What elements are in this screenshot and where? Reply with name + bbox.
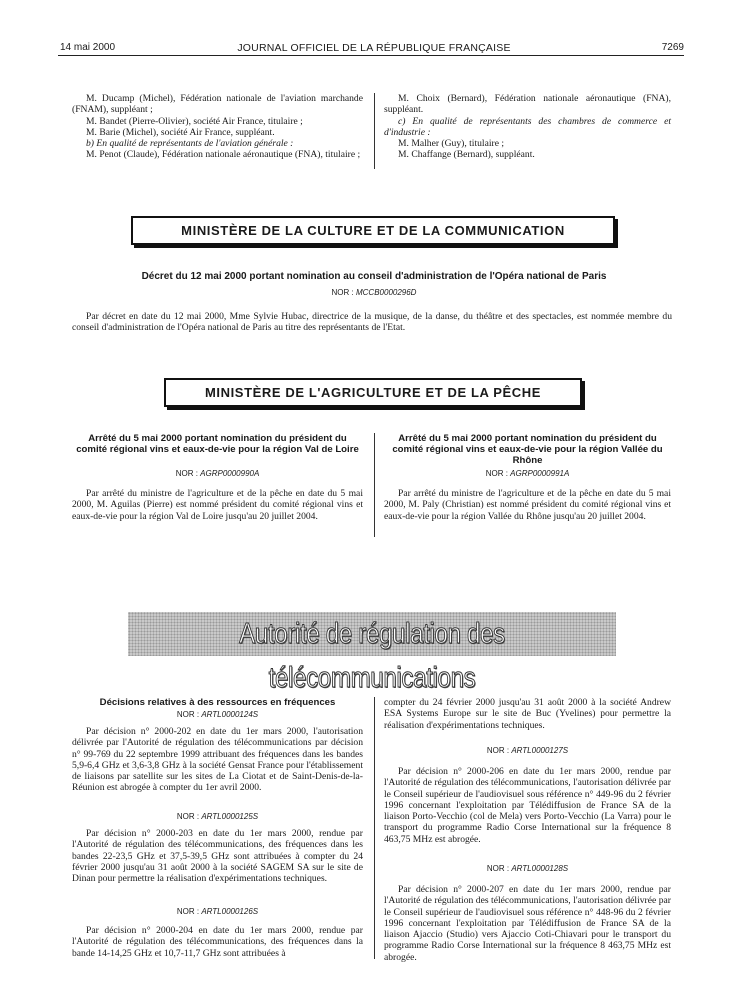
- arrete-right-title: Arrêté du 5 mai 2000 portant nomination du président du comité régional vins et eaux-de-vie pour la région Vallée du Rhône: [392, 433, 663, 466]
- ministry-agri-title: MINISTÈRE DE L'AGRICULTURE ET DE LA PÊCHE: [164, 378, 582, 407]
- page-number: 7269: [661, 42, 684, 53]
- paragraph: Par décision n° 2000-203 en date du 1er mars 2000, rendue par l'Autorité de régulation des télécommunications, des fréquences dans les bandes 22-23,5 GHz et 37,5-39,5 GHz sont attribuées à compter du 24 février 2000 jusqu'au 31 août 2000 à la société SAGEM SA sur le site de Dinan pour permettre la réalisation d'expérimentations techniques.: [72, 828, 363, 885]
- section-title: Décisions relatives à des ressources en fréquences: [99, 697, 336, 708]
- paragraph: Par décision n° 2000-206 en date du 1er mars 2000, rendue par l'Autorité de régulation des télécommunications, l'autorisation délivrée par le Conseil supérieur de l'audiovisuel sous référence n° 449-96 du 2 février 1996 concernant l'exploitation par Télédiffusion de France SA de la liaison Porto-Vecchio (col de Mela) vers Porto-Vecchio (La Varra) pour le transport du programme Radio Corse International sur la fréquence 8 463,75 MHz est abrogée.: [384, 766, 671, 845]
- decision-text: [384, 884, 671, 963]
- arrete-left-text: [72, 488, 363, 522]
- nor-label: NOR :: [176, 710, 200, 719]
- paragraph: M. Chaffange (Bernard), suppléant.: [398, 149, 535, 161]
- paragraph: M. Choix (Bernard), Fédération nationale aéronautique (FNA), suppléant.: [384, 93, 671, 116]
- journal-title: JOURNAL OFFICIEL DE LA RÉPUBLIQUE FRANÇAISE: [237, 42, 511, 54]
- nor-code: ARTL0000127S: [511, 746, 569, 755]
- decision-text: [384, 766, 671, 845]
- paragraph: Par décret en date du 12 mai 2000, Mme Sylvie Hubac, directrice de la musique, de la danse, du théâtre et des spectacles, est nommée membre du conseil d'administration de l'Opéra national de Paris au titre des représentants de l'Etat.: [72, 311, 672, 334]
- nor-reference: [72, 907, 363, 916]
- nor-code: MCCB0000296D: [355, 288, 417, 297]
- paragraph: M. Malher (Guy), titulaire ;: [398, 138, 505, 150]
- nor-code: AGRP0000991A: [510, 469, 570, 478]
- nor-label: NOR :: [486, 864, 510, 873]
- column-divider: [374, 433, 375, 537]
- paragraph: M. Ducamp (Michel), Fédération nationale de l'aviation marchande (FNAM), suppléant ;: [72, 93, 363, 116]
- column-divider: [374, 93, 375, 169]
- decree-title: Décret du 12 mai 2000 portant nomination au conseil d'administration de l'Opéra national de Paris: [141, 271, 607, 282]
- nor-code: ARTL0000124S: [201, 710, 259, 719]
- nor-code: ARTL0000126S: [201, 907, 259, 916]
- nor-label: NOR :: [176, 812, 200, 821]
- nor-label: NOR :: [331, 288, 354, 297]
- nor-code: ARTL0000125S: [201, 812, 259, 821]
- nor-label: NOR :: [486, 746, 510, 755]
- nor-label: NOR :: [175, 469, 198, 478]
- header-date: 14 mai 2000: [60, 42, 116, 53]
- paragraph: Par arrêté du ministre de l'agriculture et de la pêche en date du 5 mai 2000, M. Aguilas (Pierre) est nommé président du comité régional vins et eaux-de-vie pour la région Val de Loire jusqu'au 20 juillet 2004.: [72, 488, 363, 522]
- paragraph: M. Barie (Michel), société Air France, suppléant.: [86, 126, 275, 138]
- paragraph: Par décision n° 2000-207 en date du 1er mars 2000, rendue par l'Autorité de régulation des télécommunications, l'autorisation délivrée par le Conseil supérieur de l'audiovisuel sous référence n° 448-96 du 2 février 1996 concernant l'exploitation par Télédiffusion de France SA de la liaison Ajaccio (Studio) vers Ajaccio Coti-Chiavari pour le transport du programme Radio Corse International sur la fréquence 8 463,75 MHz est abrogée.: [384, 884, 671, 963]
- paragraph: M. Bandet (Pierre-Olivier), société Air France, titulaire ;: [86, 115, 303, 127]
- top-left-column: [72, 93, 363, 161]
- decision-text: [72, 726, 363, 794]
- nor-reference: [72, 469, 363, 478]
- nor-reference: [384, 746, 671, 755]
- nor-reference: [66, 288, 682, 297]
- decree-text: [72, 311, 672, 334]
- paragraph: Par arrêté du ministre de l'agriculture et de la pêche en date du 5 mai 2000, M. Paly (Christian) est nommé président du comité régional vins et eaux-de-vie pour la région Vallée du Rhône jusqu'au 20 juillet 2004.: [384, 488, 671, 522]
- paragraph: Par décision n° 2000-204 en date du 1er mars 2000, rendue par l'Autorité de régulation des télécommunications, des fréquences dans la bande 14-14,25 GHz et 10,7-11,7 GHz sont attribuées à: [72, 925, 363, 959]
- header-rule: [58, 55, 684, 56]
- nor-reference: [72, 812, 363, 821]
- top-right-column: [384, 93, 671, 161]
- nor-reference: [72, 710, 363, 719]
- paragraph: b) En qualité de représentants de l'aviation générale :: [86, 138, 294, 150]
- nor-label: NOR :: [176, 907, 200, 916]
- arrete-right-text: [384, 488, 671, 522]
- decision-continuation: [384, 697, 671, 731]
- paragraph: compter du 24 février 2000 jusqu'au 31 août 2000 à la société Andrew ESA Systems Europe sur le site de Buc (Yvelines) pour permettre la réalisation d'expérimentations techniques.: [384, 697, 671, 731]
- nor-reference: [384, 864, 671, 873]
- arrete-left-title: Arrêté du 5 mai 2000 portant nomination du président du comité régional vins et eaux-de-vie pour la région Val de Loire: [76, 433, 359, 455]
- authority-banner-title: Autorité de régulation des télécommunications: [239, 618, 505, 694]
- decision-text: [72, 828, 363, 884]
- column-divider: [374, 697, 375, 959]
- paragraph: c) En qualité de représentants des chambres de commerce et d'industrie :: [384, 115, 671, 138]
- decision-text: [72, 925, 363, 959]
- paragraph: M. Penot (Claude), Fédération nationale aéronautique (FNA), titulaire ;: [86, 149, 361, 161]
- paragraph: Par décision n° 2000-202 en date du 1er mars 2000, l'autorisation délivrée par l'Autorité de régulation des télécommunications par décision n° 99-769 du 22 septembre 1999 attribuant des fréquences dans les bandes 5,9-6,4 GHz et 3,6-3,8 GHz à la société Gensat France pour l'établissement de liaisons par satellite sur les sites de La Ciotat et de Saint-Denis-de-la-Réunion est abrogée à compter du 1er avril 2000.: [72, 726, 363, 794]
- nor-reference: [384, 469, 671, 478]
- ministry-culture-title: MINISTÈRE DE LA CULTURE ET DE LA COMMUNICATION: [131, 216, 615, 245]
- nor-code: AGRP0000990A: [200, 469, 260, 478]
- nor-label: NOR :: [485, 469, 508, 478]
- nor-code: ARTL0000128S: [511, 864, 569, 873]
